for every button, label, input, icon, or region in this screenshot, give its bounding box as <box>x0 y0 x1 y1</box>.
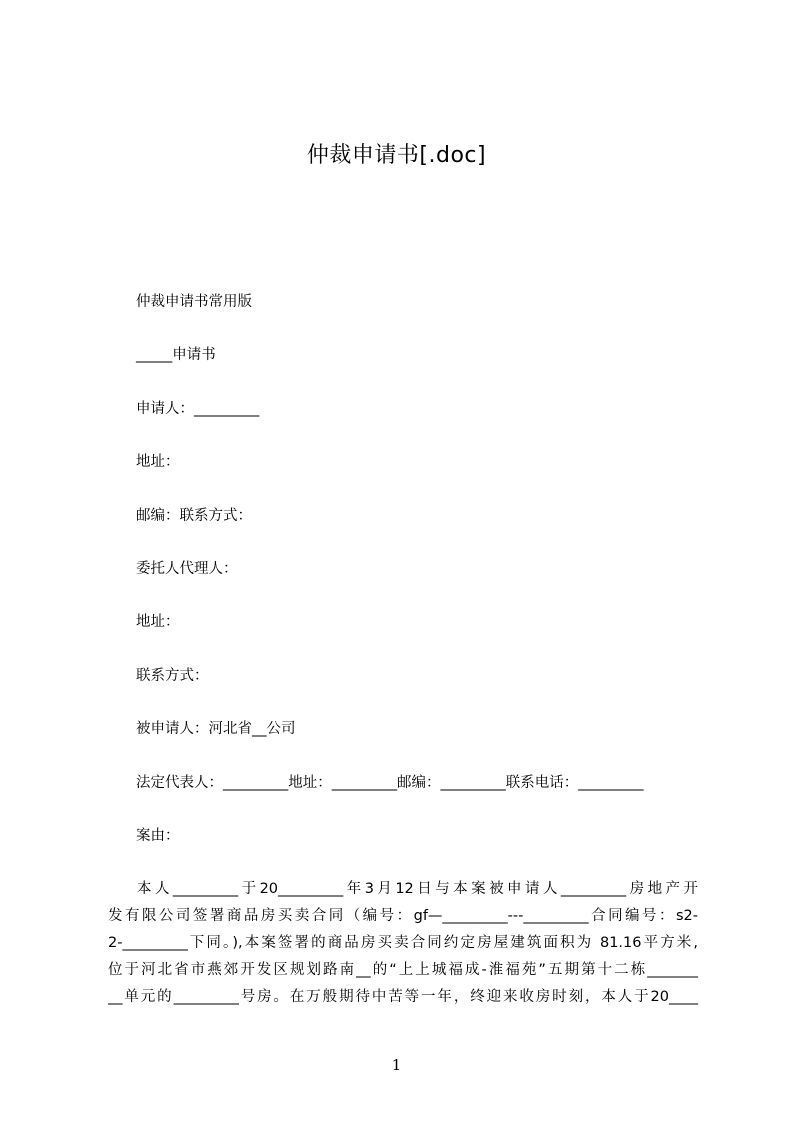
case-description-paragraph <box>108 876 698 1011</box>
application-heading-line: _____申请书 <box>136 347 216 363</box>
page-number: 1 <box>391 1056 402 1074</box>
applicant-address-line: 地址： <box>136 454 180 470</box>
legal-representative-line: 法定代表人：_________地址：_________邮编：_________联系电话：_________ <box>136 775 644 791</box>
subtitle-line: 仲裁申请书常用版 <box>136 294 252 310</box>
agent-address-line: 地址： <box>136 614 180 630</box>
agent-line: 委托人代理人： <box>136 561 238 577</box>
paragraph-line: 2-_________下同。),本案签署的商品房买卖合同约定房屋建筑面积为 81.16平方米, <box>108 935 698 951</box>
paragraph-line: 发有限公司签署商品房买卖合同（编号：gf—_________---_________合同编号：s2- <box>108 908 698 924</box>
agent-contact-line: 联系方式： <box>136 668 209 684</box>
paragraph-line: 位于河北省市燕郊开发区规划路南__的“上上城福成-淮福苑”五期第十二栋_______ <box>108 962 698 978</box>
paragraph-line: __单元的_________号房。在万般期待中苦等一年，终迎来收房时刻，本人于20____ <box>108 989 698 1005</box>
case-cause-line: 案由： <box>136 828 180 844</box>
applicant-line: 申请人：_________ <box>136 401 260 417</box>
document-title: 仲裁申请书[.doc] <box>306 143 487 168</box>
paragraph-line: 本人_________于20_________年3月12日与本案被申请人_________房地产开 <box>137 881 698 897</box>
applicant-contact-line: 邮编：联系方式： <box>136 508 252 524</box>
respondent-line: 被申请人：河北省__公司 <box>136 721 296 737</box>
